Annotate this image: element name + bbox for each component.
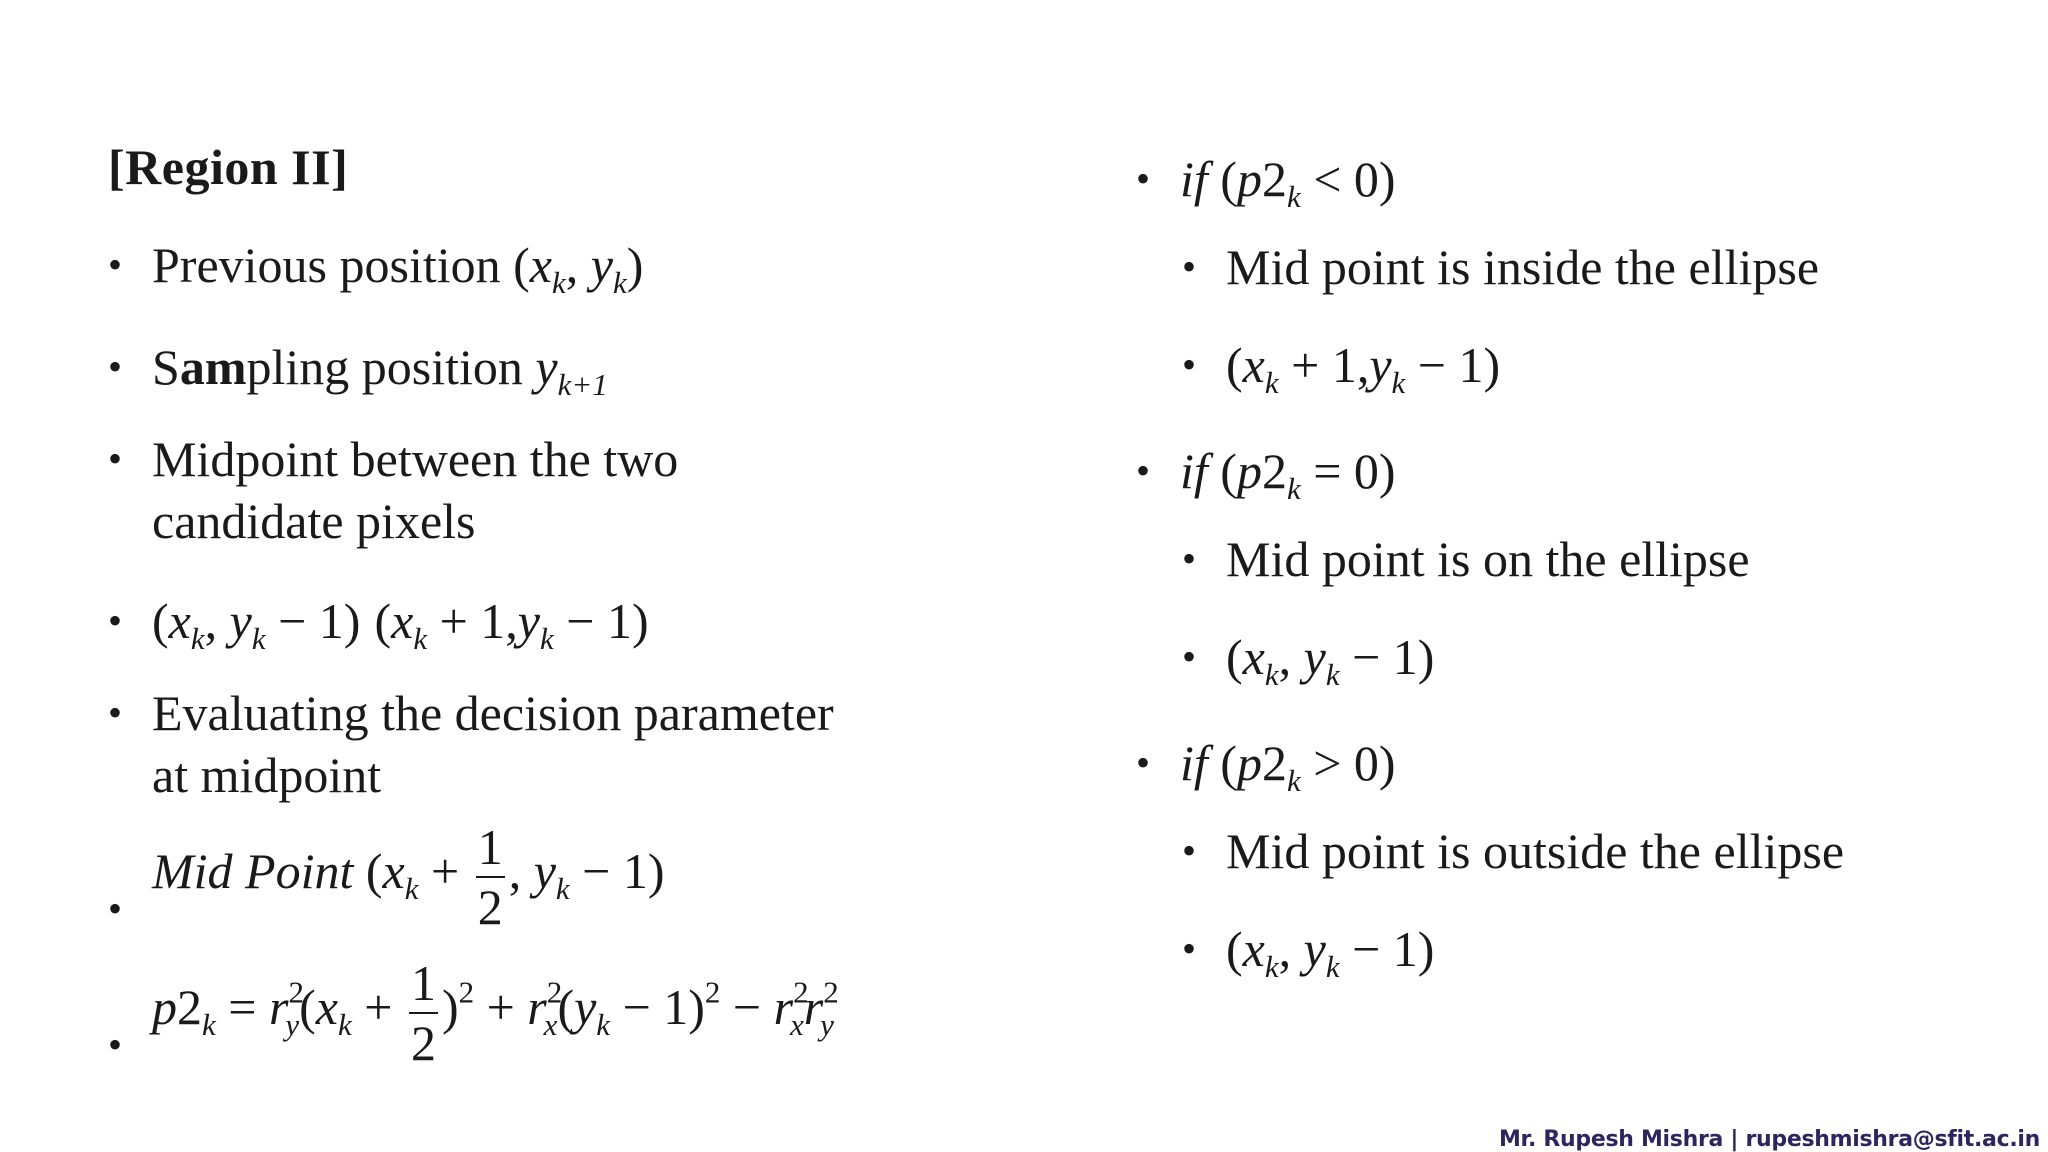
bullet-icon: • bbox=[1182, 244, 1197, 289]
sampling-text-pre: S bbox=[152, 339, 180, 395]
sampling-position-formula: $y_{k+1}$ bbox=[535, 339, 608, 402]
bullet-icon: • bbox=[1182, 536, 1197, 581]
bullet-inside-formula: • $(x_k + 1,y_k - 1)$ bbox=[1226, 334, 1500, 396]
bullet-if-greater bbox=[1136, 732, 1396, 798]
bullet-icon: • bbox=[108, 344, 123, 389]
bullet-icon: • bbox=[108, 436, 123, 481]
sampling-text-post: pling position bbox=[246, 339, 523, 395]
bullet-inside bbox=[1182, 236, 1820, 298]
if-equal-formula: if $(p2_k = 0)$ bbox=[1180, 443, 1396, 506]
outside-text: Mid point is outside the ellipse bbox=[1226, 823, 1845, 879]
footer-credit: Mr. Rupesh Mishra | rupeshmishra@sfit.ac.in bbox=[1498, 1127, 2040, 1152]
mid-point-label: Mid Point bbox=[152, 843, 354, 900]
bullet-previous-position bbox=[108, 234, 644, 300]
bullet-outside-formula: • ($x_k$, $y_k - 1$) bbox=[1226, 918, 1434, 980]
bullet-if-equal bbox=[1136, 440, 1396, 506]
bullet-icon: • bbox=[1182, 926, 1197, 971]
bullet-icon: • bbox=[1182, 828, 1197, 873]
midpoint-between-line1: Midpoint between the two bbox=[152, 431, 679, 487]
bullet-on bbox=[1182, 528, 1750, 590]
slide-heading: [Region II] bbox=[108, 139, 349, 195]
midpoint-between-line2: candidate pixels bbox=[152, 493, 476, 549]
bullet-candidate-pixels bbox=[108, 590, 649, 656]
bullet-if-less bbox=[1136, 148, 1396, 214]
bullet-icon: • bbox=[1182, 342, 1197, 387]
bullet-icon: • bbox=[108, 598, 123, 643]
bullet-icon: • bbox=[1182, 634, 1197, 679]
bullet-icon: • bbox=[108, 242, 123, 287]
bullet-sampling-position bbox=[108, 336, 608, 402]
bullet-evaluating bbox=[108, 682, 834, 806]
bullet-icon: • bbox=[1136, 448, 1151, 493]
bullet-p2k-equation bbox=[108, 955, 839, 1071]
bullet-mid-point bbox=[108, 819, 665, 935]
previous-position-formula: ($x_k$, $y_k$) bbox=[513, 237, 644, 300]
bullet-outside bbox=[1182, 820, 1845, 882]
bullet-icon: • bbox=[108, 886, 123, 931]
bullet-icon: • bbox=[1136, 156, 1151, 201]
evaluating-line1: Evaluating the decision parameter bbox=[152, 685, 834, 741]
if-less-formula: if $(p2_k < 0)$ bbox=[1180, 151, 1396, 214]
candidate-pixels-formula: ($x_k$, $y_k - 1$) $(x_k + 1,y_k - 1)$ bbox=[152, 593, 649, 656]
evaluating-line2: at midpoint bbox=[152, 747, 382, 803]
bullet-icon: • bbox=[1136, 740, 1151, 785]
bullet-midpoint-between bbox=[108, 428, 679, 552]
on-text: Mid point is on the ellipse bbox=[1226, 531, 1750, 587]
inside-text: Mid point is inside the ellipse bbox=[1226, 239, 1820, 295]
p2k-formula: $p2_k = r^2_y(x_k$ + $\frac{1}{2}$ )$^2 + r^2_x(y_k - 1)^2 - r^2_xr^2_y$ bbox=[152, 955, 839, 1071]
if-greater-formula: if $(p2_k > 0)$ bbox=[1180, 735, 1396, 798]
bullet-on-formula: • ($x_k$, $y_k - 1$) bbox=[1226, 626, 1434, 688]
previous-position-label: Previous position bbox=[152, 237, 501, 293]
bullet-icon: • bbox=[108, 690, 123, 735]
bullet-icon: • bbox=[108, 1022, 123, 1067]
mid-point-formula: Mid Point ($x_k$ + $\frac{1}{2}$ , $y_k - 1$) bbox=[152, 819, 665, 935]
sampling-text-bold: am bbox=[179, 339, 247, 395]
